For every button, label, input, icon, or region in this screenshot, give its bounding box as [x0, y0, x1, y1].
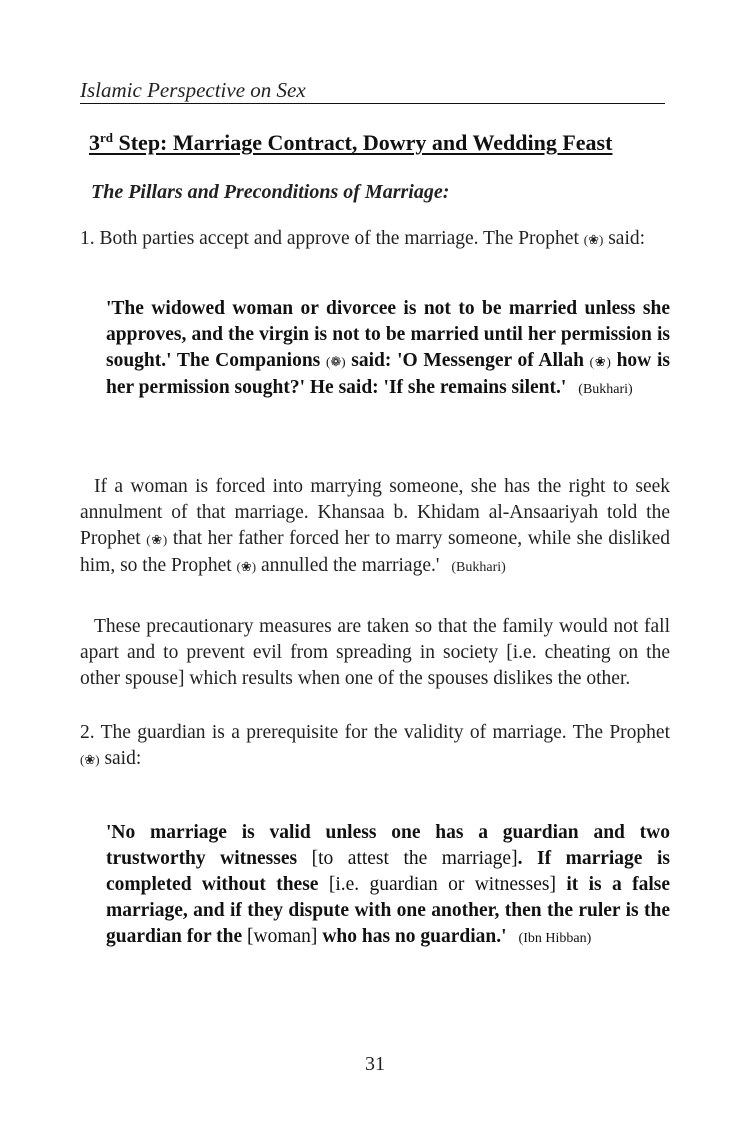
reference-citation: (Bukhari): [578, 382, 633, 397]
salutation-icon: (❀): [583, 232, 604, 247]
salutation-icon: (❀): [589, 354, 611, 369]
page-number: 31: [365, 1053, 385, 1075]
section-subheading: The Pillars and Preconditions of Marriage:: [91, 181, 450, 203]
paragraph-1: 1. Both parties accept and approve of the marriage. The Prophet (❀) said:: [80, 228, 646, 249]
paragraph-4: 2. The guardian is a prerequisite for the validity of marriage. The Prophet (❀) said:: [80, 722, 670, 769]
chapter-title-text: Step: Marriage Contract, Dowry and Wedding Feast: [113, 130, 613, 155]
reference-citation: (Bukhari): [451, 560, 506, 575]
reference-citation: (Ibn Hibban): [518, 931, 592, 946]
companions-salutation-icon: (❁): [325, 354, 346, 369]
salutation-icon: (❀): [80, 752, 100, 767]
hadith-quote-2: 'No marriage is valid unless one has a guardian and two trustworthy witnesses [to attest the marriage]. If marriage is completed without these [i.e. guardian or witnesses] it is a false marriage, and if they dispute with one another, then the ruler is the guardian for the [woman] who has no guardian.' (Ibn Hibban): [106, 822, 670, 947]
chapter-title: [89, 130, 669, 156]
paragraph-3: These precautionary measures are taken so that the family would not fall apart and to prevent evil from spreading in society [i.e. cheating on the other spouse] which results when one of the spouses dislikes the other.: [80, 616, 670, 689]
chapter-ordinal-suffix: rd: [100, 130, 113, 145]
salutation-icon: (❀): [146, 532, 168, 547]
chapter-ordinal: 3: [89, 130, 100, 155]
salutation-icon: (❀): [236, 559, 257, 574]
hadith-quote-1: 'The widowed woman or divorcee is not to be married unless she approves, and the virgin is not to be married until her permission is sought.' The Companions (❁) said: 'O Messenger of Allah (❀) how is her permission sought?' He said: 'If she remains silent.' (Bukhari): [106, 298, 670, 398]
running-head: Islamic Perspective on Sex: [80, 78, 665, 104]
paragraph-2: If a woman is forced into marrying someone, she has the right to seek annulment of that marriage. Khansaa b. Khidam al-Ansaariyah told the Prophet (❀) that her father forced her to marry someone, while she disliked him, so the Prophet (❀) annulled the marriage.' (Bukhari): [80, 476, 670, 576]
